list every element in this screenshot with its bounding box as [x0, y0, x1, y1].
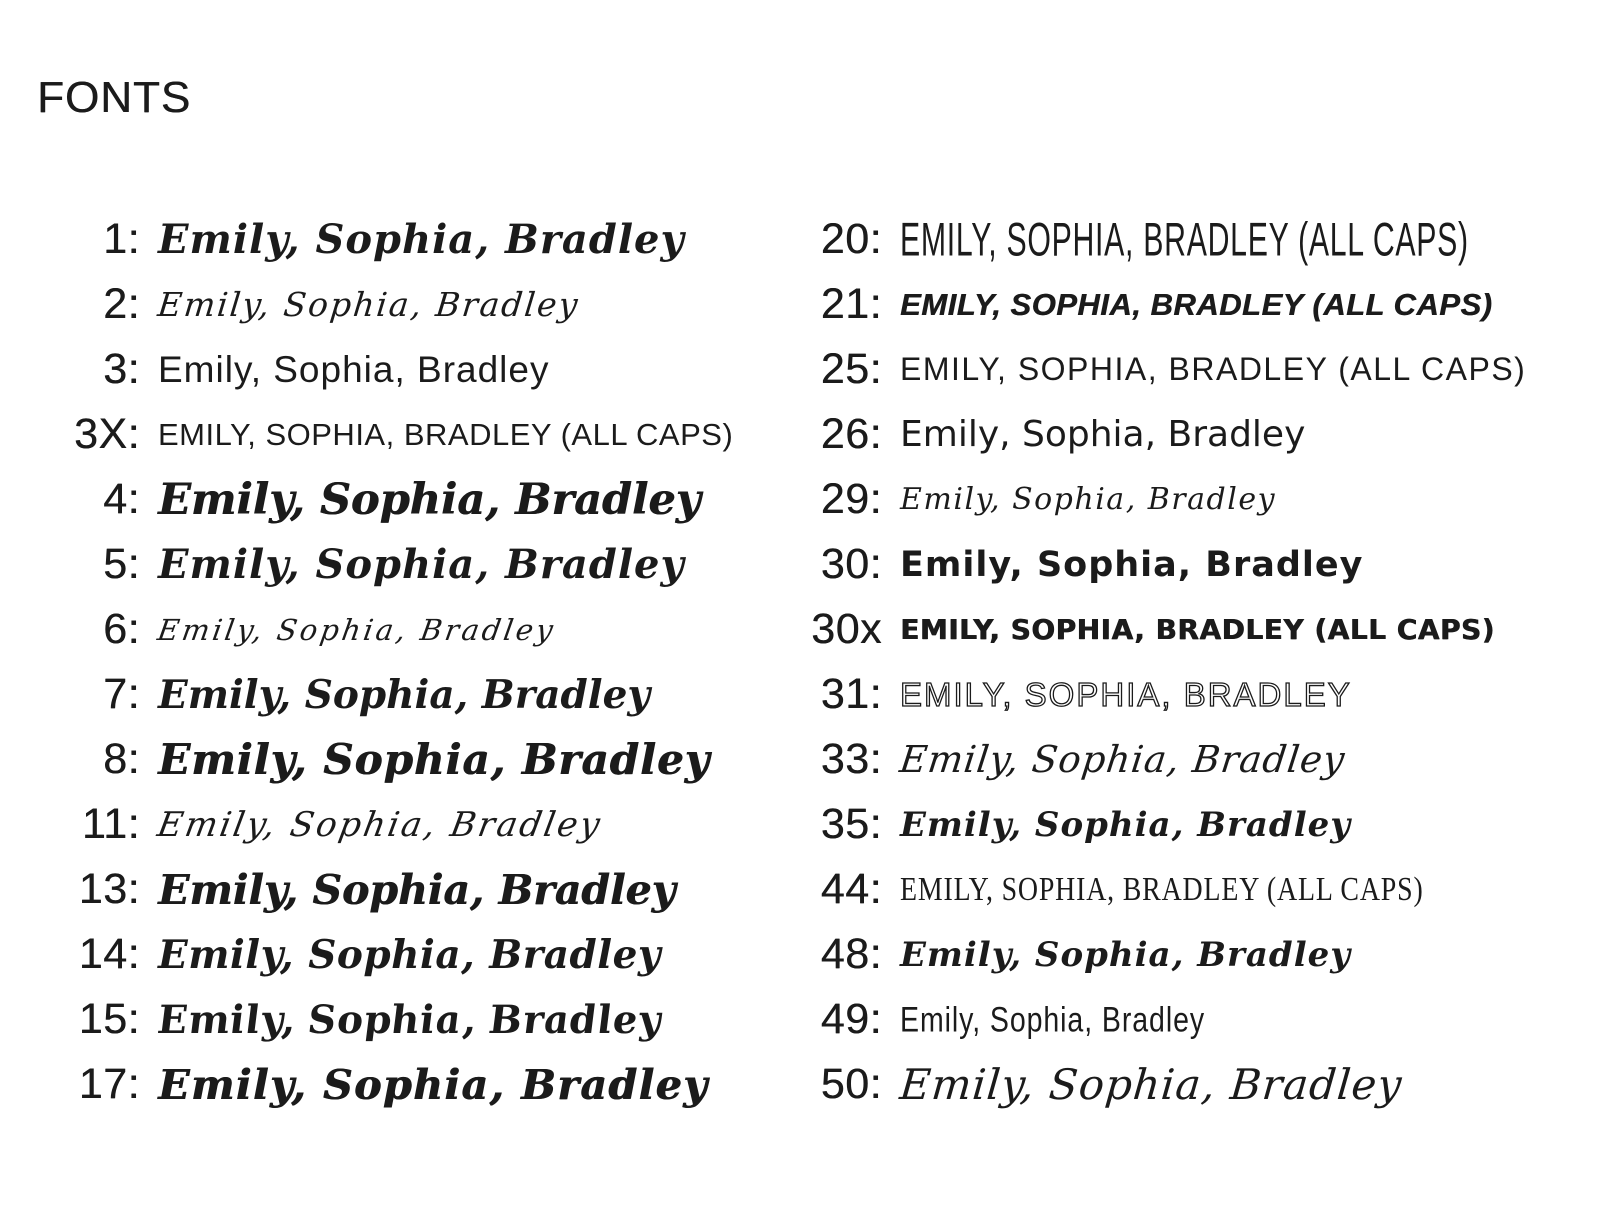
font-sample: Emily, Sophia, Bradley: [900, 934, 1352, 975]
font-number: 21:: [820, 280, 882, 328]
font-sample: EMILY, SOPHIA, BRADLEY (ALL CAPS): [900, 212, 1469, 266]
font-number: 6:: [103, 605, 140, 653]
font-sample: Emily, Sophia, Bradley: [158, 865, 676, 914]
font-row-14: [34, 922, 766, 987]
font-list-left-column: [34, 207, 766, 1117]
font-row-15: [34, 987, 766, 1052]
font-number: 1:: [103, 215, 140, 263]
font-number: 13:: [78, 865, 140, 913]
font-sample: Emily, Sophia, Bradley: [158, 216, 685, 263]
font-sample: Emily, Sophia, Bradley: [158, 348, 550, 390]
font-row-3X: [34, 402, 766, 467]
font-row-33: [770, 727, 1570, 792]
font-number: 30:: [820, 540, 882, 588]
font-number: 25:: [820, 345, 882, 393]
font-row-6: [34, 597, 766, 662]
font-number: 17:: [78, 1060, 140, 1108]
font-row-17: [34, 1052, 766, 1117]
font-sample: EMILY, SOPHIA, BRADLEY (ALL CAPS): [158, 416, 734, 452]
font-sample: Emily, Sophia, Bradley: [900, 998, 1206, 1040]
font-row-35: [770, 792, 1570, 857]
font-number: 50:: [820, 1060, 882, 1108]
font-row-20: [770, 207, 1570, 272]
font-number: 2:: [103, 280, 140, 328]
font-number: 48:: [820, 930, 882, 978]
font-sample: Emily, Sophia, Bradley: [158, 541, 685, 588]
font-sample: Emily, Sophia, Bradley: [155, 612, 559, 647]
font-number: 3X:: [73, 410, 140, 458]
font-row-1: [34, 207, 766, 272]
font-number: 49:: [820, 995, 882, 1043]
font-number: 44:: [820, 865, 882, 913]
font-sample: Emily, Sophia, Bradley: [156, 996, 663, 1043]
font-number: 4:: [103, 475, 140, 523]
font-row-2: [34, 272, 766, 337]
font-row-26: [770, 402, 1570, 467]
font-number: 14:: [78, 930, 140, 978]
font-sample: Emily, Sophia, Bradley: [897, 1060, 1405, 1109]
font-number: 8:: [103, 735, 140, 783]
font-sample: EMILY, SOPHIA, BRADLEY (ALL CAPS): [900, 351, 1527, 387]
font-list-right-column: [770, 207, 1570, 1117]
font-row-11: [34, 792, 766, 857]
page-title: FONTS: [37, 73, 192, 122]
font-number: 33:: [820, 735, 882, 783]
font-row-5: [34, 532, 766, 597]
font-number: 15:: [78, 995, 140, 1043]
font-row-3: [34, 337, 766, 402]
font-row-7: [34, 662, 766, 727]
font-row-29: [770, 467, 1570, 532]
font-sample: EMILY, SOPHIA, BRADLEY: [900, 675, 1352, 713]
font-number: 3:: [103, 345, 140, 393]
font-sample: Emily, Sophia, Bradley: [155, 285, 582, 324]
font-number: 11:: [81, 800, 140, 848]
font-number: 5:: [103, 540, 140, 588]
font-row-49: [770, 987, 1570, 1052]
font-row-4: [34, 467, 766, 532]
font-sample: EMILY, SOPHIA, BRADLEY (ALL CAPS): [900, 286, 1493, 322]
font-sample: Emily, Sophia, Bradley: [158, 931, 662, 978]
font-row-13: [34, 857, 766, 922]
font-sample: EMILY, SOPHIA, BRADLEY (ALL CAPS): [900, 613, 1495, 646]
font-row-8: [34, 727, 766, 792]
font-row-48: [770, 922, 1570, 987]
font-sample: Emily, Sophia, Bradley: [158, 1060, 709, 1109]
font-row-50: [770, 1052, 1570, 1117]
font-sample: Emily, Sophia, Bradley: [897, 738, 1348, 781]
font-sample: Emily, Sophia, Bradley: [158, 735, 710, 784]
font-row-31: [770, 662, 1570, 727]
font-sample: Emily, Sophia, Bradley: [900, 544, 1364, 585]
font-number: 35:: [820, 800, 882, 848]
font-number: 20:: [820, 215, 882, 263]
font-number: 29:: [820, 475, 882, 523]
font-number: 26:: [820, 410, 882, 458]
font-row-30: [770, 532, 1570, 597]
font-number: 31:: [820, 670, 882, 718]
font-row-21: [770, 272, 1570, 337]
font-sample: Emily, Sophia, Bradley: [900, 482, 1277, 517]
font-sample: Emily, Sophia, Bradley: [154, 804, 606, 845]
font-number: 7:: [103, 670, 140, 718]
font-sample: Emily, Sophia, Bradley: [900, 414, 1306, 455]
font-row-25: [770, 337, 1570, 402]
font-sample: Emily, Sophia, Bradley: [158, 671, 651, 718]
font-sample: EMILY, SOPHIA, BRADLEY (ALL CAPS): [900, 870, 1424, 908]
font-number: 30x: [811, 605, 882, 653]
font-row-30x: [770, 597, 1570, 662]
font-sample: Emily, Sophia, Bradley: [158, 474, 701, 525]
font-row-44: [770, 857, 1570, 922]
font-sample: Emily, Sophia, Bradley: [900, 804, 1352, 845]
